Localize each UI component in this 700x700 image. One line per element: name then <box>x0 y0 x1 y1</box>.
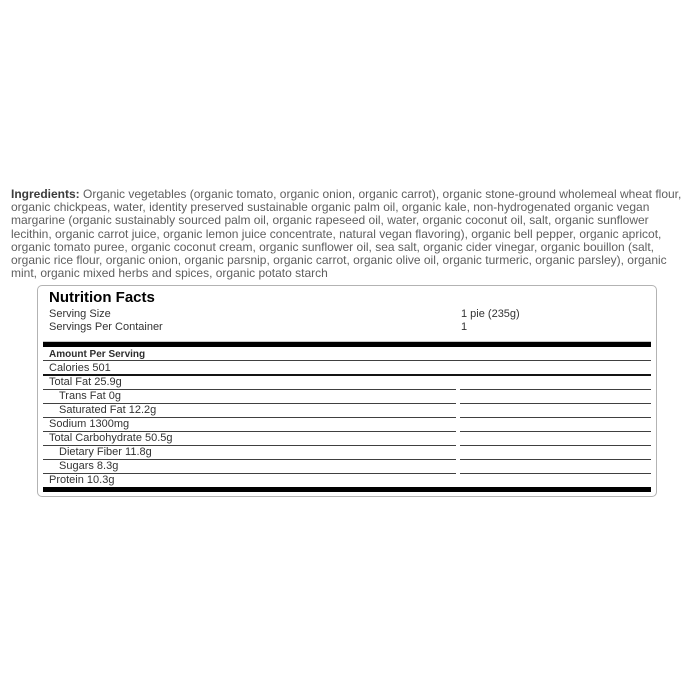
calories-label: Calories <box>49 362 90 374</box>
ingredients-paragraph <box>11 188 691 280</box>
daily-value-cell <box>460 390 651 404</box>
nutrient-label: Trans Fat <box>59 390 106 402</box>
spacer <box>43 334 651 341</box>
servings-per-container-value: 1 <box>461 321 468 333</box>
daily-value-cell <box>460 460 651 474</box>
ingredients-label: Ingredients: <box>11 187 80 201</box>
calories-value: 501 <box>92 362 111 374</box>
nutrient-row-trans-fat <box>43 390 651 404</box>
nutrient-row-protein <box>43 474 651 487</box>
nutrient-label: Dietary Fiber <box>59 446 122 458</box>
bottom-thick-bar <box>43 487 651 492</box>
nutrient-value: 8.3g <box>96 460 119 472</box>
nutrient-row-sodium <box>43 418 651 432</box>
nutrient-row-dietary-fiber <box>43 446 651 460</box>
ingredients-text: Organic vegetables (organic tomato, organic onion, organic carrot), organic stone-ground wholemeal wheat flour, organic chickpeas, water, identity preserved sustainable organic palm oil, organic kale, non-hydrogenated organic vegan margarine (organic sustainably sourced palm oil, organic rapeseed oil, water, organic coconut oil, salt, organic sunflower lecithin, organic carrot juice, organic lemon juice concentrate, natural vegan flavoring), organic bell pepper, organic apricot, organic tomato puree, organic coconut cream, organic sunflower oil, sea salt, organic cider vinegar, organic bouillon (salt, organic rice flour, organic onion, organic parsnip, organic carrot, organic olive oil, organic turmeric, organic parsley), organic mint, organic mixed herbs and spices, organic potato starch <box>11 187 682 281</box>
nutrient-label: Sugars <box>59 460 94 472</box>
daily-value-cell <box>460 446 651 460</box>
calories-row <box>43 361 651 376</box>
nutrient-row-total-carbohydrate <box>43 432 651 446</box>
nutrient-value: 0g <box>108 390 121 402</box>
amount-per-serving-row: Amount Per Serving <box>43 347 651 361</box>
daily-value-cell <box>460 404 651 418</box>
daily-value-cell <box>460 474 651 487</box>
nutrient-label: Total Fat <box>49 376 92 388</box>
servings-per-container-row <box>43 321 651 334</box>
servings-per-container-label: Servings Per Container <box>49 321 163 333</box>
nutrient-value: 12.2g <box>128 404 157 416</box>
nutrition-facts-panel <box>37 285 657 497</box>
nutrient-value: 1300mg <box>89 418 130 430</box>
nutrient-row-total-fat <box>43 376 651 390</box>
nutrient-label: Total Carbohydrate <box>49 432 142 444</box>
nutrient-row-saturated-fat <box>43 404 651 418</box>
nutrient-label: Protein <box>49 474 84 486</box>
daily-value-cell <box>460 376 651 390</box>
nutrient-value: 25.9g <box>94 376 122 388</box>
nutrient-value: 50.5g <box>145 432 173 444</box>
nutrient-value: 11.8g <box>125 446 152 458</box>
nutrient-label: Saturated Fat <box>59 404 126 416</box>
nutrient-row-sugars <box>43 460 651 474</box>
serving-size-row <box>43 308 651 321</box>
daily-value-cell <box>460 432 651 446</box>
nutrient-label: Sodium <box>49 418 87 430</box>
serving-size-label: Serving Size <box>49 308 111 320</box>
nutrition-facts-title: Nutrition Facts <box>49 289 155 306</box>
nutrient-value: 10.3g <box>86 474 115 486</box>
daily-value-cell <box>460 418 651 432</box>
serving-size-value: 1 pie (235g) <box>461 308 520 320</box>
